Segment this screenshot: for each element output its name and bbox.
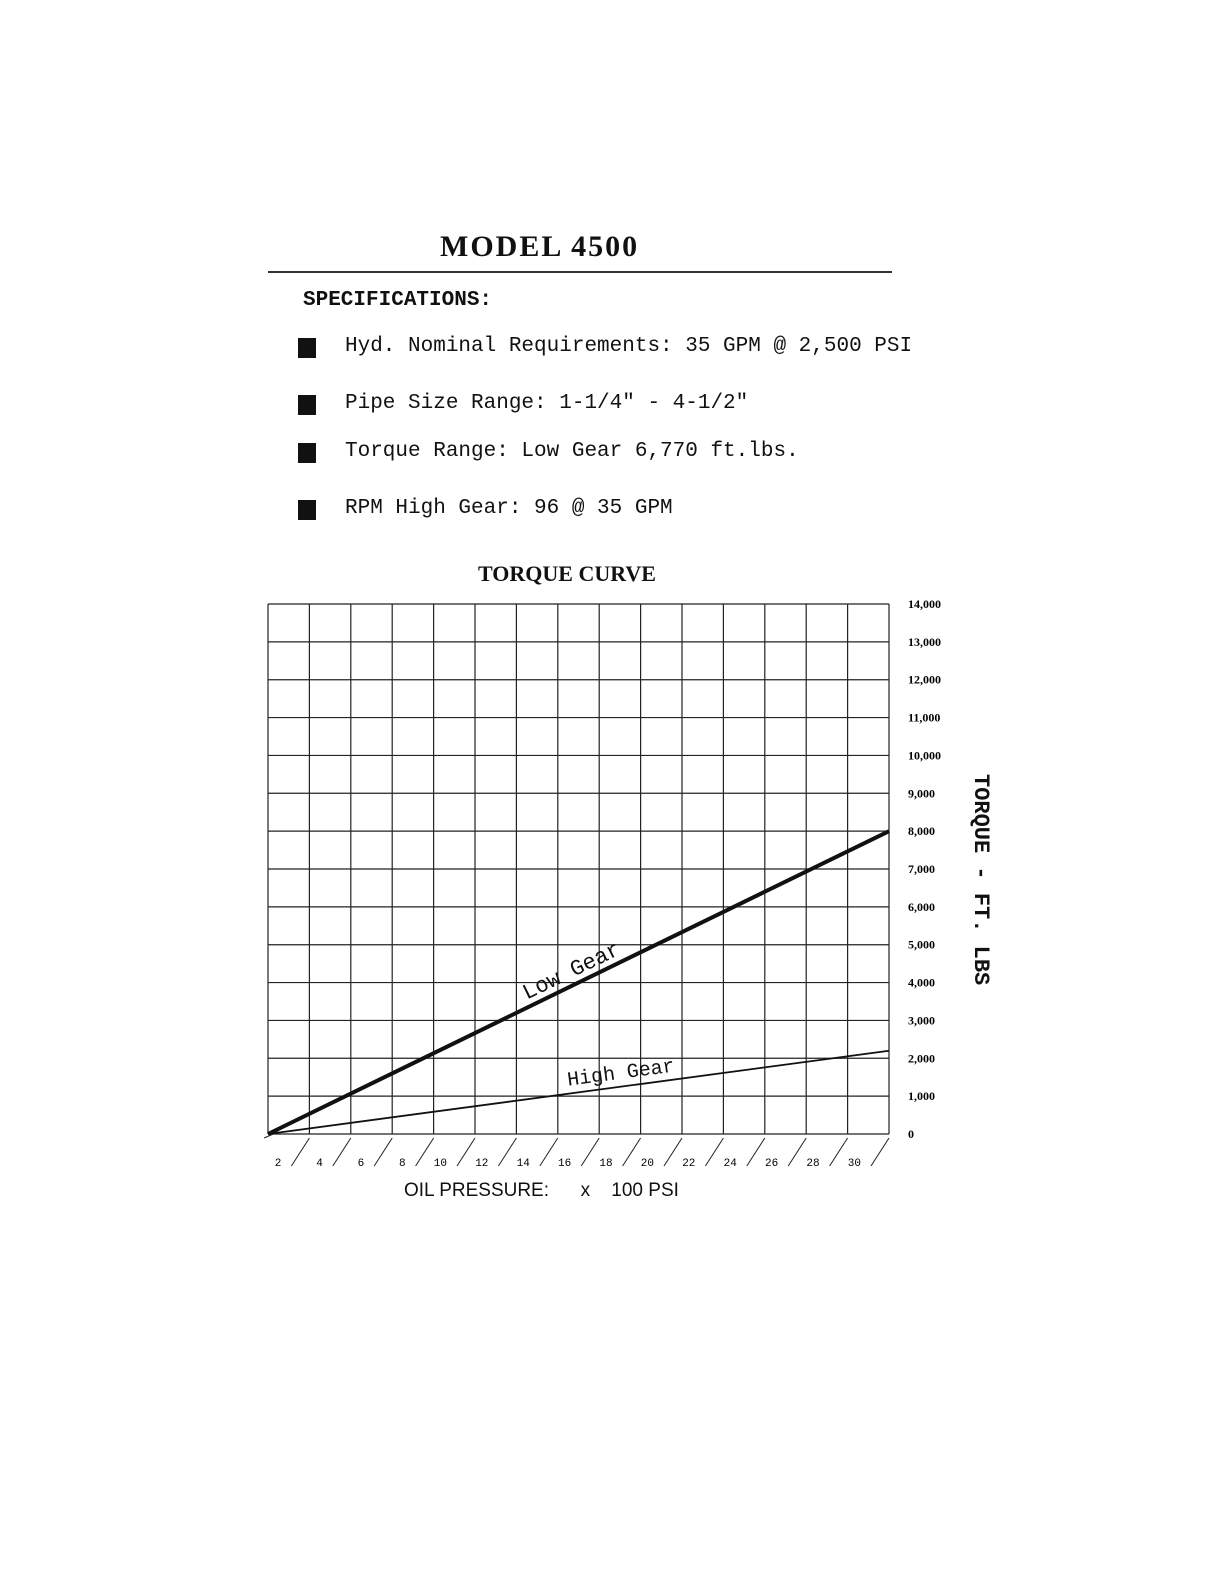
y-tick-label: 11,000 [908, 710, 941, 725]
x-tick-mark [788, 1138, 806, 1166]
x-tick-label: 4 [316, 1158, 323, 1170]
x-tick-label: 16 [557, 1158, 572, 1170]
x-tick-mark [416, 1138, 434, 1166]
y-tick-label: 4,000 [908, 975, 935, 990]
x-tick-mark [664, 1138, 682, 1166]
high-gear-line [268, 1051, 889, 1134]
y-tick-label: 13,000 [908, 634, 941, 649]
x-tick-label: 20 [640, 1158, 654, 1170]
y-axis-ticks [908, 597, 941, 1141]
spec-text: Hyd. Nominal Requirements: 35 GPM @ 2,500 PSI [345, 335, 913, 358]
y-tick-label: 12,000 [908, 672, 941, 687]
x-tick-mark [457, 1138, 475, 1166]
specifications-heading: SPECIFICATIONS: [303, 289, 493, 312]
x-tick-label: 30 [847, 1158, 861, 1170]
x-tick-mark [333, 1138, 351, 1166]
low-gear-label: Low Gear [518, 937, 625, 1007]
x-tick-mark [498, 1138, 516, 1166]
x-tick-mark [540, 1138, 558, 1166]
x-tick-label: 24 [723, 1158, 737, 1170]
x-tick-label: 26 [764, 1158, 779, 1170]
x-tick-mark [291, 1138, 309, 1166]
y-tick-label: 14,000 [908, 597, 941, 611]
spec-text: Torque Range: Low Gear 6,770 ft.lbs. [345, 440, 799, 463]
document-title: MODEL 4500 [440, 230, 640, 263]
y-tick-label: 0 [908, 1127, 914, 1141]
x-tick-mark [830, 1138, 848, 1166]
y-tick-label: 1,000 [908, 1089, 935, 1104]
y-tick-label: 10,000 [908, 748, 941, 763]
x-tick-label: 18 [599, 1158, 613, 1170]
x-tick-label: 10 [433, 1158, 447, 1170]
y-axis-label: TORQUE - FT. LBS [968, 774, 993, 986]
x-tick-mark [705, 1138, 723, 1166]
y-tick-label: 2,000 [908, 1051, 935, 1066]
x-tick-label: 28 [806, 1158, 820, 1170]
x-tick-mark [581, 1138, 599, 1166]
y-tick-label: 7,000 [908, 862, 935, 876]
y-tick-label: 9,000 [908, 786, 935, 801]
y-tick-label: 6,000 [908, 899, 935, 914]
series-labels [519, 937, 676, 1092]
y-tick-label: 8,000 [908, 824, 935, 839]
x-tick-mark [871, 1138, 889, 1166]
chart-grid [268, 604, 889, 1134]
y-tick-label: 3,000 [908, 1013, 935, 1028]
x-axis-ticks [264, 1132, 889, 1170]
x-tick-label: 22 [682, 1158, 696, 1170]
x-tick-mark [374, 1138, 392, 1166]
high-gear-label: High Gear [566, 1055, 677, 1093]
y-tick-label: 5,000 [908, 937, 935, 952]
spec-text: Pipe Size Range: 1-1/4" - 4-1/2" [345, 392, 749, 415]
x-tick-label: 12 [475, 1158, 489, 1170]
x-tick-label: 6 [357, 1158, 365, 1170]
x-axis-label: OIL PRESSURE: x 100 PSI [404, 1180, 679, 1201]
spec-text: RPM High Gear: 96 @ 35 GPM [345, 497, 673, 520]
x-tick-label: 2 [274, 1158, 282, 1170]
chart-title: TORQUE CURVE [478, 561, 656, 586]
x-tick-label: 14 [516, 1158, 530, 1170]
x-tick-mark [747, 1138, 765, 1166]
x-tick-mark [623, 1138, 641, 1166]
x-tick-label: 8 [398, 1158, 406, 1170]
